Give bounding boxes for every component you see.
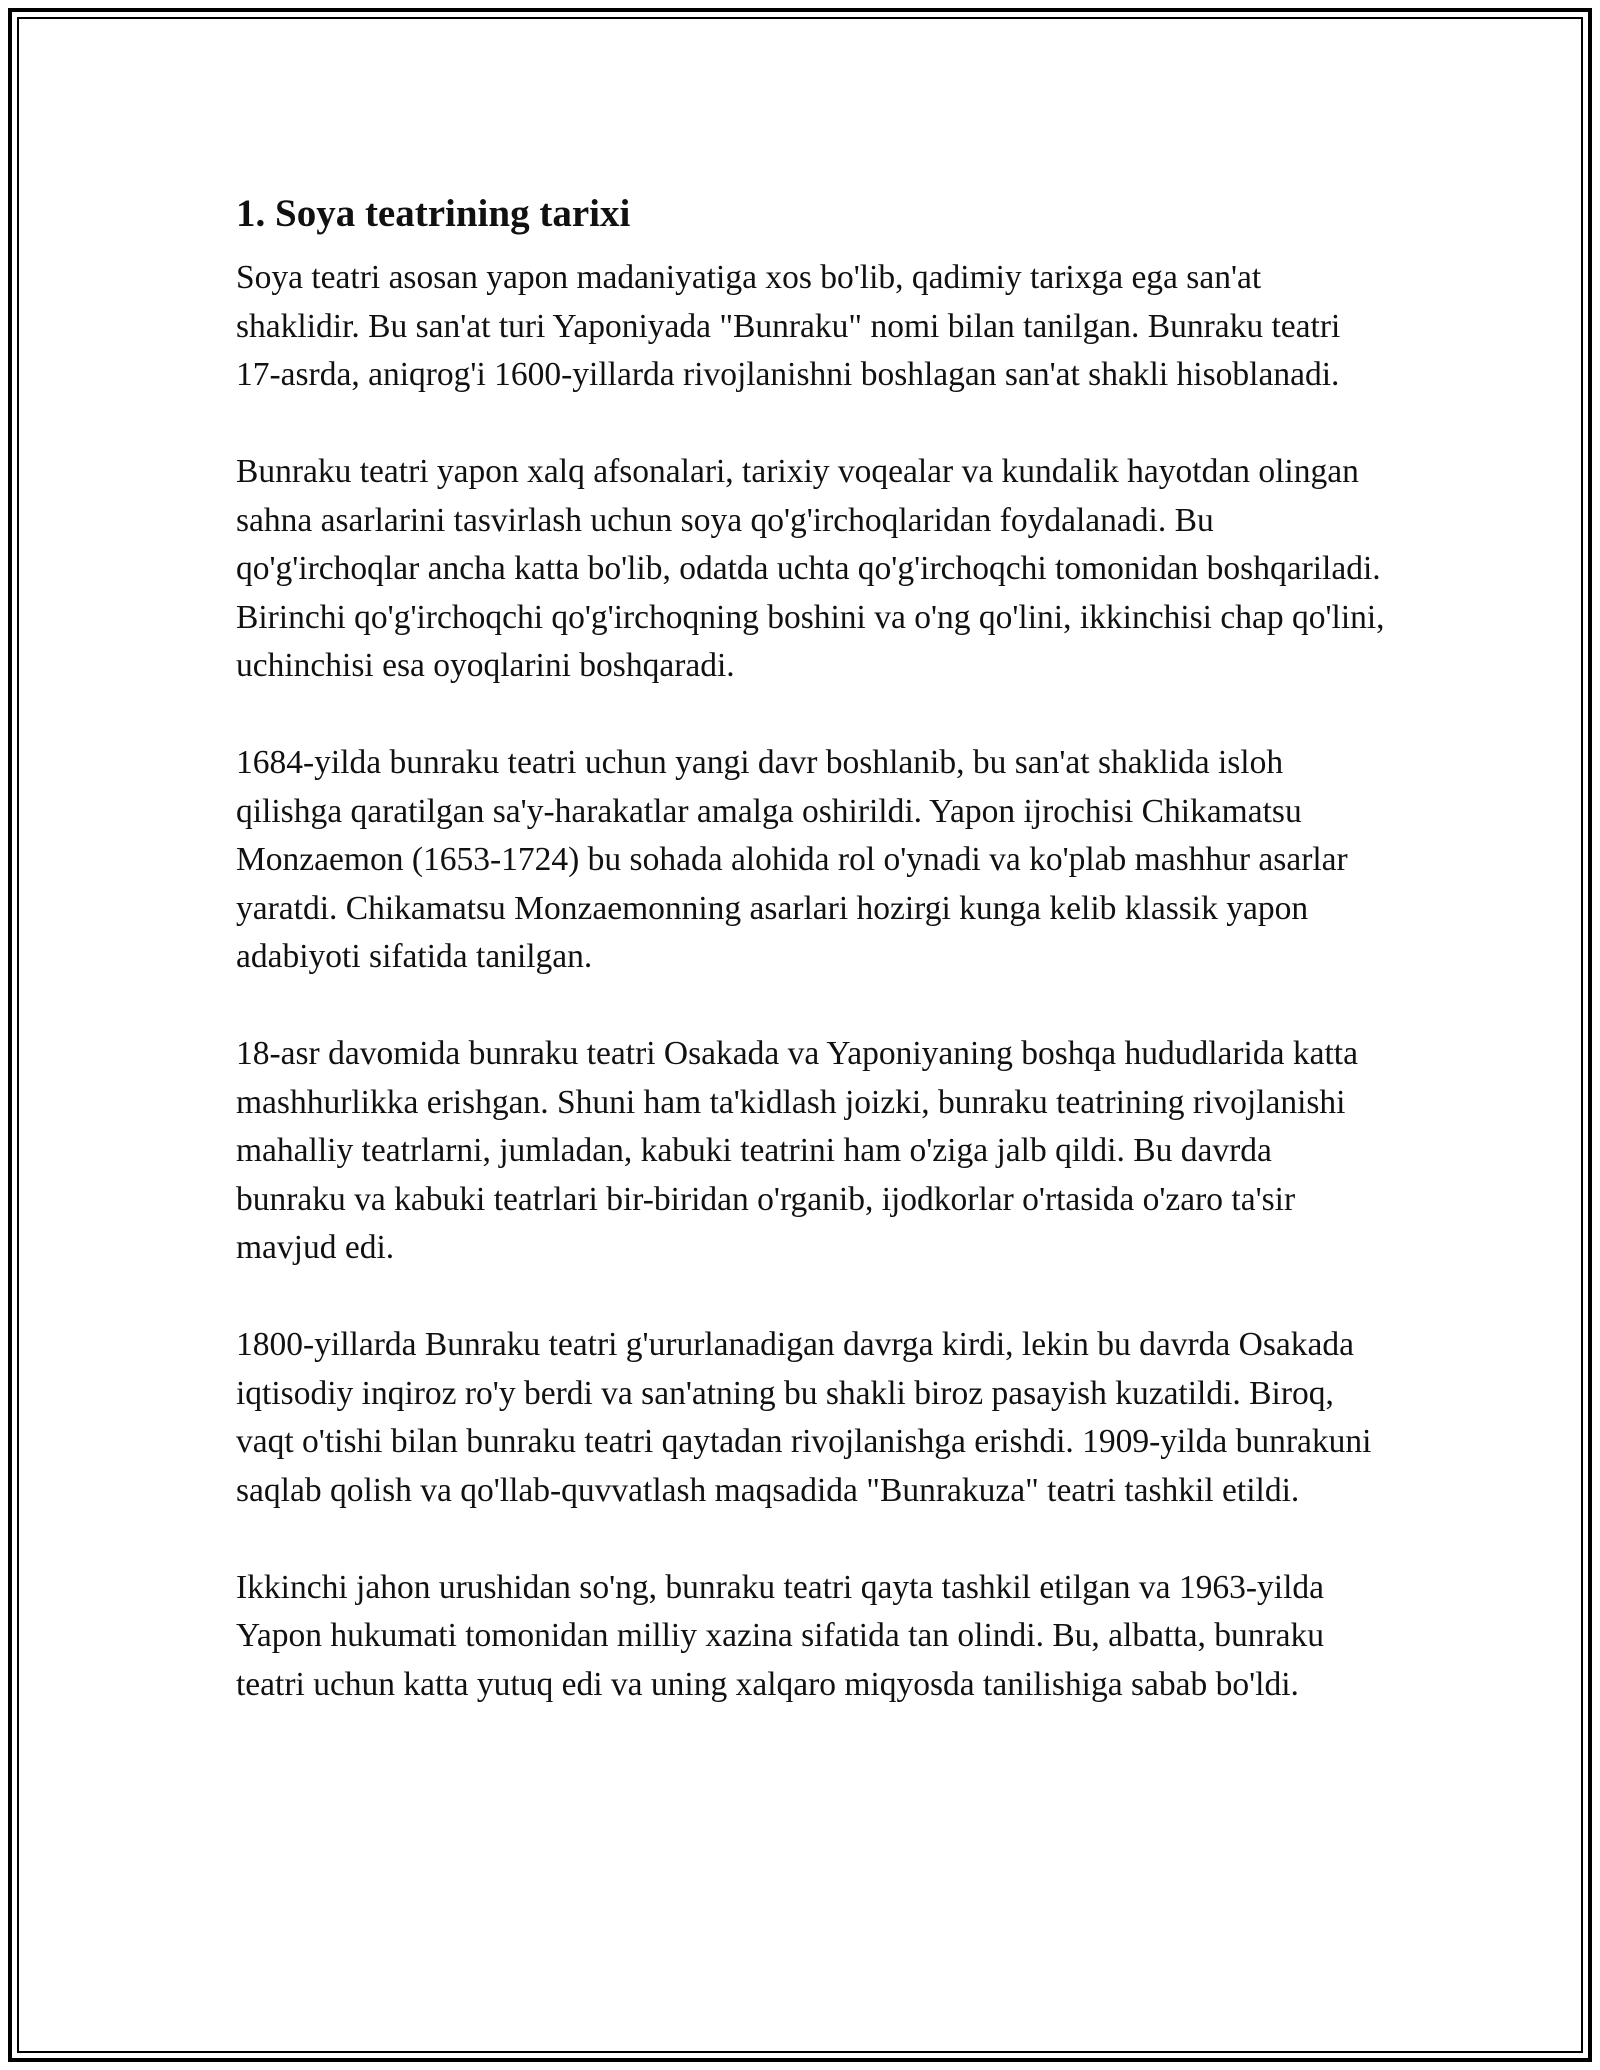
paragraph-3: 1684-yilda bunraku teatri uchun yangi davr boshlanib, bu san'at shaklida isloh qilishga qaratilgan sa'y-harakatlar amalga oshirildi. Yapon ijrochisi Chikamatsu Monzaemon (1653-1724) bu sohada alohida rol o'ynadi va ko'plab mashhur asarlar yaratdi. Chikamatsu Monzaemonning asarlari hozirgi kunga kelib klassik yapon adabiyoti sifatida tanilgan. bbox=[236, 744, 1348, 975]
paragraph-4: 18-asr davomida bunraku teatri Osakada va Yaponiyaning boshqa hududlarida katta mashhurlikka erishgan. Shuni ham ta'kidlash joizki, bunraku teatrining rivojlanishi mahalliy teatrlarni, jumladan, kabuki teatrini ham o'ziga jalb qildi. Bu davrda bunraku va kabuki teatrlari bir-biridan o'rganib, ijodkorlar o'rtasida o'zaro ta'sir mavjud edi. bbox=[236, 1035, 1358, 1266]
paragraph-6: Ikkinchi jahon urushidan so'ng, bunraku teatri qayta tashkil etilgan va 1963-yilda Yapon hukumati tomonidan milliy xazina sifatida tan olindi. Bu, albatta, bunraku teatri uchun katta yutuq edi va uning xalqaro miqyosda tanilishiga sabab bo'ldi. bbox=[236, 1568, 1325, 1703]
section-heading: 1. Soya teatrining tarixi bbox=[236, 192, 631, 235]
paragraph-5: 1800-yillarda Bunraku teatri g'ururlanadigan davrga kirdi, lekin bu davrda Osakada iqtisodiy inqiroz ro'y berdi va san'atning bu shakli biroz pasayish kuzatildi. Biroq, vaqt o'tishi bilan bunraku teatri qaytadan rivojlanishga erishdi. 1909-yilda bunrakuni saqlab qolish va qo'llab-quvvatlash maqsadida "Bunrakuza" teatri tashkil etildi. bbox=[236, 1326, 1372, 1509]
document-body bbox=[236, 184, 1386, 1758]
paragraph-2: Bunraku teatri yapon xalq afsonalari, tarixiy voqealar va kundalik hayotdan olingan sahna asarlarini tasvirlash uchun soya qo'g'irchoqlaridan foydalanadi. Bu qo'g'irchoqlar ancha katta bo'lib, odatda uchta qo'g'irchoqchi tomonidan boshqariladi. Birinchi qo'g'irchoqchi qo'g'irchoqning boshini va o'ng qo'lini, ikkinchisi chap qo'lini, uchinchisi esa oyoqlarini boshqaradi. bbox=[236, 453, 1385, 684]
paragraph-1: Soya teatri asosan yapon madaniyatiga xos bo'lib, qadimiy tarixga ega san'at shaklidir. Bu san'at turi Yaponiyada "Bunraku" nomi bilan tanilgan. Bunraku teatri 17-asrda, aniqrog'i 1600-yillarda rivojlanishni boshlagan san'at shakli hisoblanadi. bbox=[236, 259, 1341, 393]
